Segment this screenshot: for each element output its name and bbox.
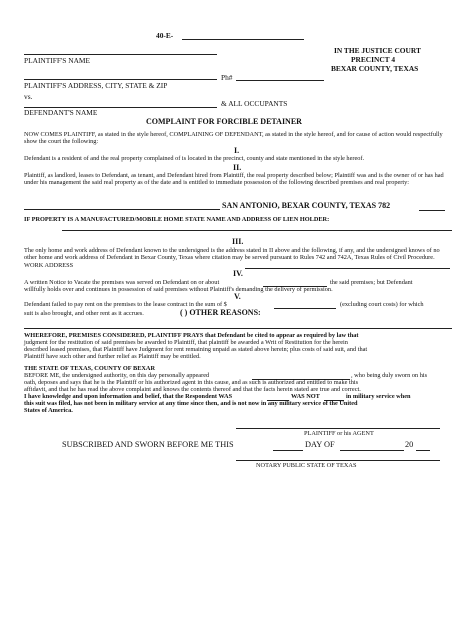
section-2-text: Plaintiff, as landlord, leases to Defendant, as tenant, and Defendant hired from Plaintiff, the real property described below; Plaintiff was and is the owner of or has had under his management the said real property as of the date and is entitled to immediate possession of the following described premises and real property: — [24, 172, 444, 187]
affidavit-line4c: in military service when — [346, 393, 411, 400]
case-number-field[interactable] — [182, 39, 304, 40]
day-of-label: DAY OF — [305, 440, 335, 449]
affidavit-line5: this suit was filed, has not been in military service at any time since then, and is not now in any military service of the United — [24, 400, 358, 407]
intro-paragraph: NOW COMES PLAINTIFF, as stated in the style hereof, COMPLAINING OF DEFENDANT, as stated in the style hereof, and for cause of action would respectfully show the court the following: — [24, 131, 443, 146]
premises-city-label: SAN ANTONIO, BEXAR COUNTY, TEXAS 782 — [222, 201, 391, 210]
all-occupants-label: & ALL OCCUPANTS — [221, 99, 288, 108]
wherefore-line3: described leased premises, that Plaintiff have Judgment for rent remaining unpaid as stated above herein; plus costs of said suit, and that — [24, 346, 368, 353]
other-reasons-label[interactable]: ( ) OTHER REASONS: — [180, 308, 261, 317]
section-5-line1b: (excluding court costs) for which — [340, 301, 424, 308]
year-prefix: 20 — [405, 440, 414, 449]
plaintiff-name-field[interactable] — [24, 54, 217, 55]
wherefore-line1: WHEREFORE, PREMISES CONSIDERED, PLAINTIFF PRAYS that Defendant be cited to appear as required by law that — [24, 332, 359, 339]
premises-address-field[interactable] — [24, 209, 220, 210]
section-4-line1a: A written Notice to Vacate the premises was served on Defendant on or about — [24, 279, 220, 286]
affidavit-line6: States of America. — [24, 407, 73, 414]
section-3-text: The only home and work address of Defendant known to the undersigned is the address stated in II above and the following, if any, and the undersigned knows of no other home and work address of Defendant in Bexar County, Texas where citation may be served pursuant to Rules 742 and 742A, Texas Rules of Civil Procedure. WORK ADDRESS — [24, 247, 440, 269]
plaintiff-address-field[interactable] — [24, 79, 217, 80]
phone-field[interactable] — [236, 80, 324, 81]
plaintiff-signature-field[interactable] — [236, 428, 440, 429]
notary-signature-field[interactable] — [236, 460, 440, 461]
mobile-home-label: IF PROPERTY IS A MANUFACTURED/MOBILE HOME STATE NAME AND ADDRESS OF LIEN HOLDER: — [24, 216, 330, 223]
section-2-number: II. — [233, 163, 242, 172]
lien-holder-field[interactable] — [62, 230, 452, 231]
phone-label: Ph# — [221, 73, 233, 82]
section-1-number: I. — [234, 146, 240, 155]
defendant-name-label: DEFENDANT'S NAME — [24, 108, 98, 117]
section-4-number: IV. — [233, 269, 243, 278]
other-reasons-field[interactable] — [24, 328, 452, 329]
section-3-number: III. — [232, 237, 244, 246]
wherefore-line4: Plaintiff have such other and further relief as Plaintiff may be entitled. — [24, 353, 201, 360]
subscribed-label: SUBSCRIBED AND SWORN BEFORE ME THIS — [62, 440, 234, 449]
affidavit-heading: THE STATE OF TEXAS, COUNTY OF BEXAR — [24, 365, 156, 372]
section-1-text: Defendant is a resident of and the real property complained of is located in the precinct, county and state mentioned in the style hereof. — [24, 155, 365, 162]
wherefore-line2: judgment for the restitution of said premises be awarded to Plaintiff, that plaintiff be awarded a Writ of Restitution for the herein — [24, 339, 348, 346]
affidavit-line3: affidavit, and that he has read the above complaint and knows the contents thereof and that the facts herein stated are true and correct. — [24, 386, 361, 393]
vs-label: vs. — [24, 92, 33, 101]
section-4-line2: willfully holds over and continues in possession of said premises without Plaintiff's demanding the delivery of permission. — [24, 286, 333, 293]
document-title: COMPLAINT FOR FORCIBLE DETAINER — [146, 117, 302, 126]
section-5-line1a: Defendant failed to pay rent on the premises to the lease contract in the sum of $ — [24, 301, 227, 308]
affidavit-line4a: I have knowledge and upon information and belief, that the Respondent WAS — [24, 393, 233, 400]
section-5-number: V. — [234, 292, 241, 301]
month-field[interactable] — [340, 450, 404, 451]
plaintiff-agent-label: PLAINTIFF or his AGENT — [304, 430, 374, 437]
court-county: BEXAR COUNTY, TEXAS — [331, 64, 419, 73]
court-name: IN THE JUSTICE COURT — [334, 46, 421, 55]
notary-label: NOTARY PUBLIC STATE OF TEXAS — [256, 462, 357, 469]
plaintiff-name-label: PLAINTIFF'S NAME — [24, 56, 91, 65]
case-number-label: 40-E- — [156, 31, 174, 40]
affidavit-line4b: WAS NOT — [291, 393, 320, 400]
zip-field[interactable] — [419, 210, 445, 211]
section-5-line2a: suit is also brought, and other rent as it accrues. — [24, 310, 144, 317]
court-precinct: PRECINCT 4 — [351, 55, 396, 64]
rent-amount-field[interactable] — [274, 308, 336, 309]
affidavit-line2: oath, deposes and says that he is the Plaintiff or his authorized agent in this cause, and as such is authorized and entitled to make this — [24, 379, 359, 386]
year-field[interactable] — [416, 450, 430, 451]
plaintiff-address-label: PLAINTIFF'S ADDRESS, CITY, STATE & ZIP — [24, 81, 168, 90]
work-address-field[interactable] — [245, 268, 450, 269]
affidavit-line1b: , who being duly sworn on his — [351, 372, 428, 379]
section-4-line1b: the said premises; but Defendant — [330, 279, 413, 286]
affidavit-line1a: BEFORE ME, the undersigned authority, on this day personally appeared — [24, 372, 210, 379]
day-field[interactable] — [273, 450, 303, 451]
